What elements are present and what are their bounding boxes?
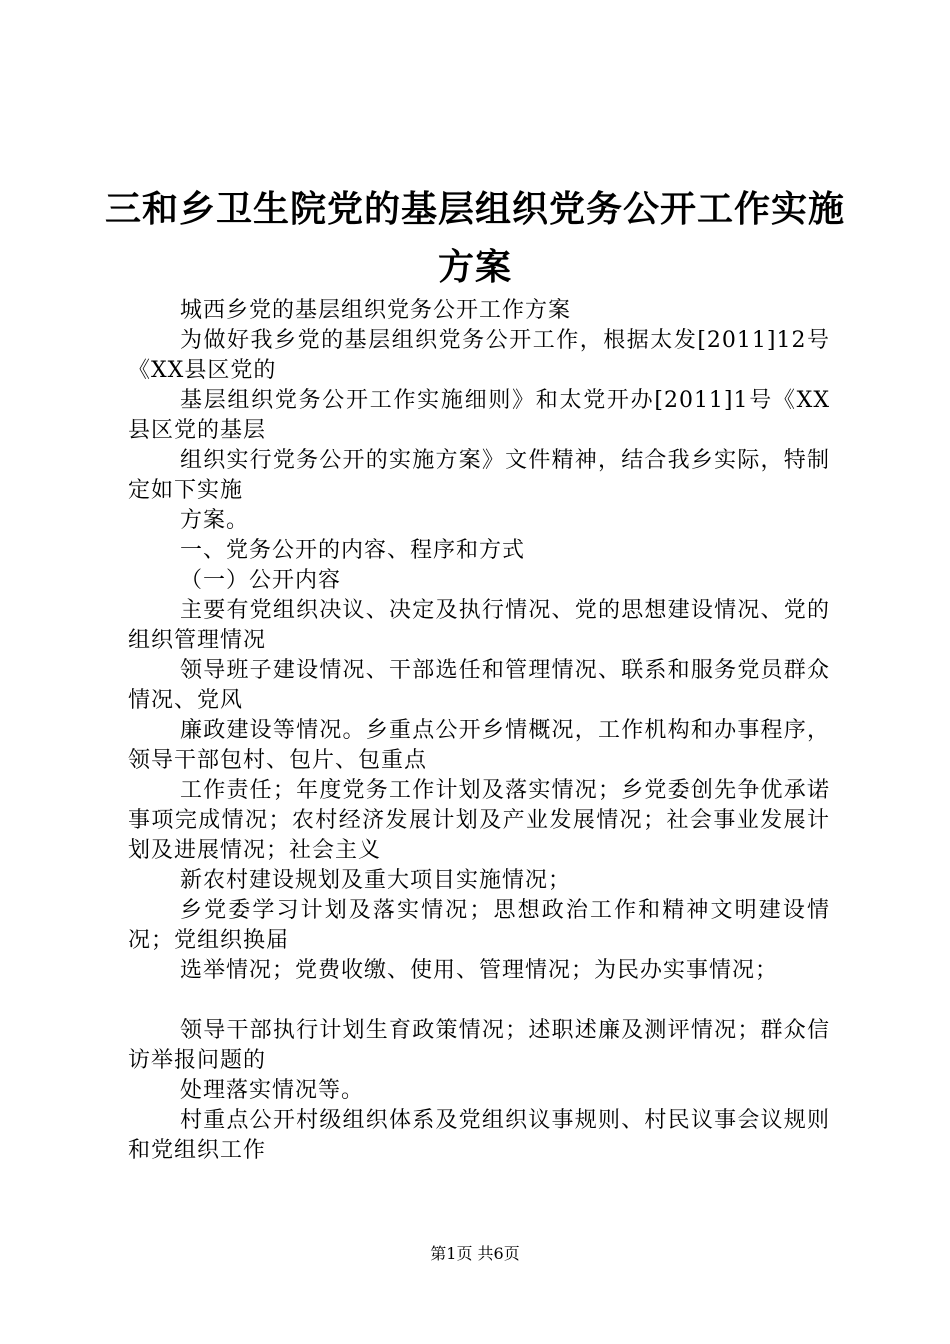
paragraph: 工作责任；年度党务工作计划及落实情况；乡党委创先争优承诺事项完成情况；农村经济发展计划及产业发展情况；社会事业发展计划及进展情况；社会主义 <box>128 778 830 863</box>
paragraph: 为做好我乡党的基层组织党务公开工作，根据太发[2011]12号《XX县区党的 <box>128 328 830 383</box>
paragraph: 方案。 <box>180 508 250 533</box>
paragraph: 领导干部执行计划生育政策情况；述职述廉及测评情况；群众信访举报问题的 <box>128 1018 830 1073</box>
paragraph: 组织实行党务公开的实施方案》文件精神，结合我乡实际，特制定如下实施 <box>128 448 830 503</box>
paragraph: 主要有党组织决议、决定及执行情况、党的思想建设情况、党的组织管理情况 <box>128 598 830 653</box>
paragraph: 新农村建设规划及重大项目实施情况； <box>180 868 572 893</box>
paragraph: 城西乡党的基层组织党务公开工作方案 <box>180 298 572 323</box>
document-body <box>128 296 830 1166</box>
paragraph: 乡党委学习计划及落实情况；思想政治工作和精神文明建设情况；党组织换届 <box>128 898 830 953</box>
paragraph: 处理落实情况等。 <box>180 1078 365 1103</box>
paragraph: 选举情况；党费收缴、使用、管理情况；为民办实事情况； <box>180 958 779 983</box>
paragraph: （一）公开内容 <box>180 568 342 593</box>
page-number-footer: 第1页 共6页 <box>430 1244 520 1263</box>
paragraph: 领导班子建设情况、干部选任和管理情况、联系和服务党员群众情况、党风 <box>128 658 830 713</box>
paragraph: 廉政建设等情况。乡重点公开乡情概况，工作机构和办事程序，领导干部包村、包片、包重点 <box>128 718 830 773</box>
document-title-line-2: 方案 <box>437 247 512 288</box>
document-title-line-1: 三和乡卫生院党的基层组织党务公开工作实施 <box>104 189 845 230</box>
paragraph: 村重点公开村级组织体系及党组织议事规则、村民议事会议规则和党组织工作 <box>128 1108 830 1163</box>
paragraph: 基层组织党务公开工作实施细则》和太党开办[2011]1号《XX县区党的基层 <box>128 388 830 443</box>
paragraph: 一、党务公开的内容、程序和方式 <box>180 538 526 563</box>
